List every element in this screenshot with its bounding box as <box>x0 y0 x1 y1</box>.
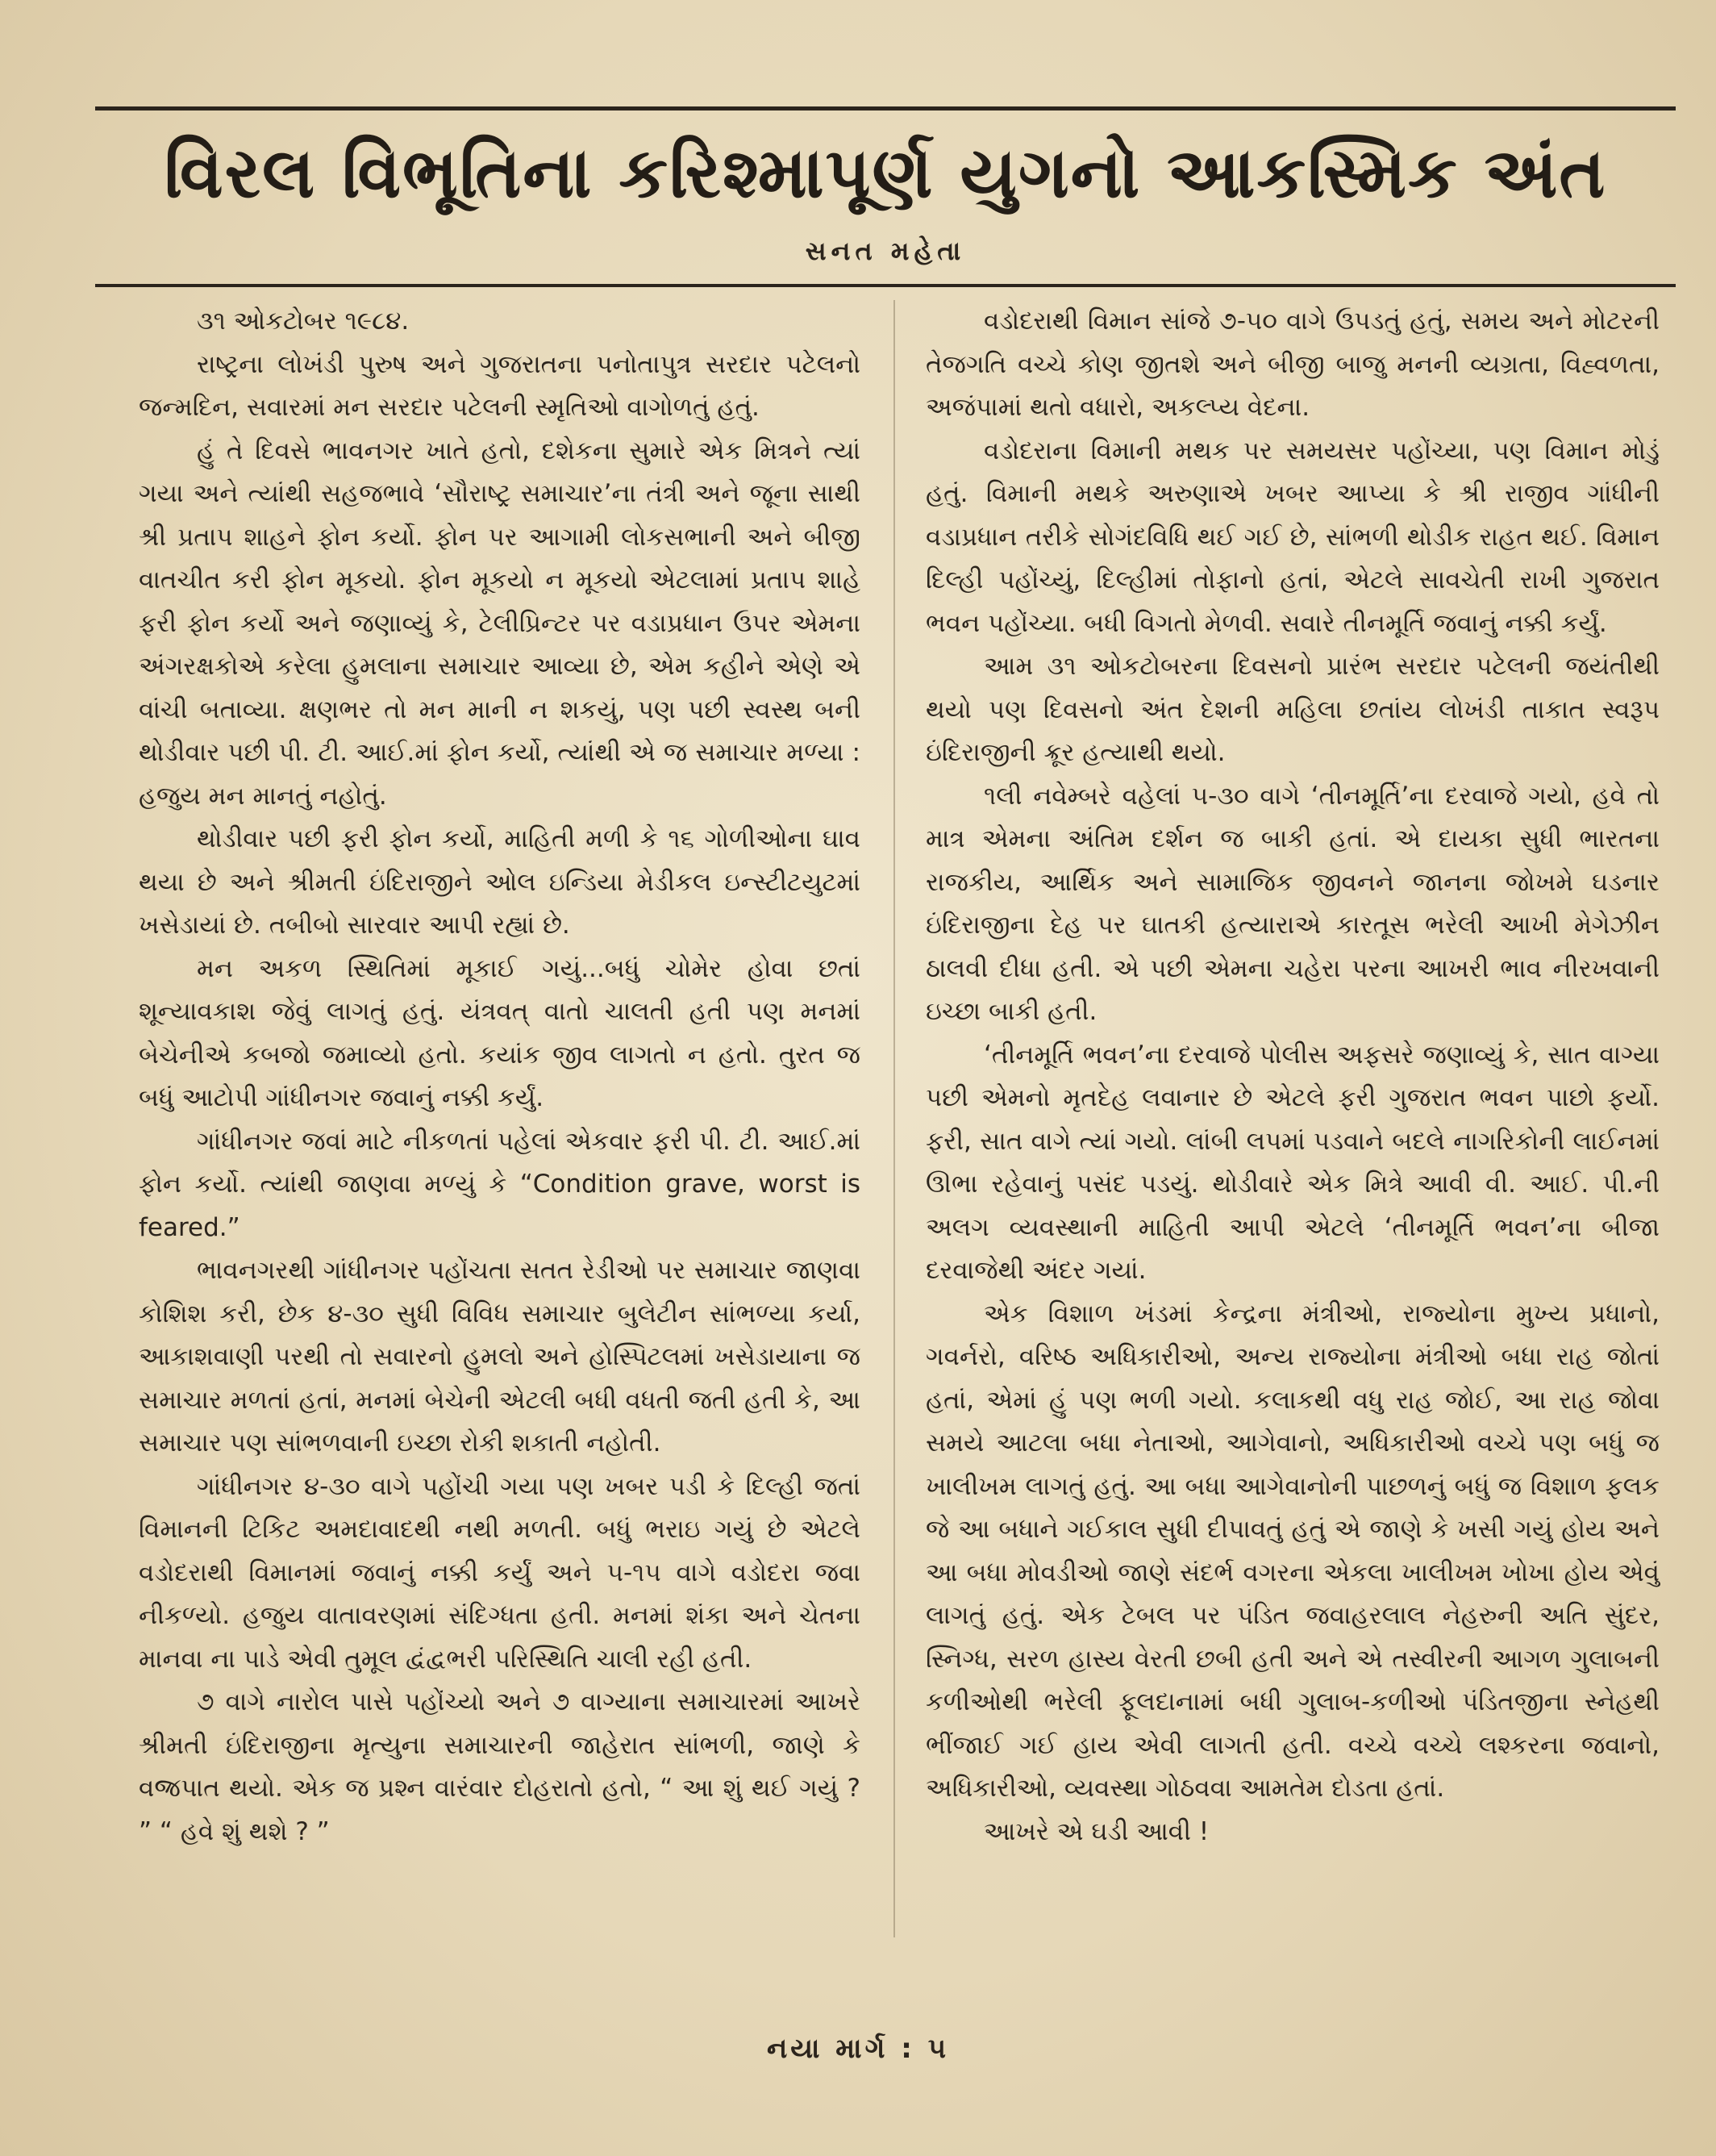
paragraph: ‘તીનમૂર્તિ ભવન’ના દરવાજે પોલીસ અફસરે જણાવ્યું કે, સાત વાગ્યા પછી એમનો મૃતદેહ લવાનાર છે એટલે ફરી ગુજરાત ભવન પાછો ફર્યો. ફરી, સાત વાગે ત્યાં ગયો. લાંબી લપમાં પડવાને બદલે નાગરિકોની લાઈનમાં ઊભા રહેવાનું પસંદ પડયું. થોડીવારે એક મિત્રે આવી વી. આઈ. પી.ની અલગ વ્યવસ્થાની માહિતી આપી એટલે ‘તીનમૂર્તિ ભવન’ના બીજા દરવાજેથી અંદર ગયાં. <box>926 1040 1660 1285</box>
paragraph: ગાંધીનગર ૪-૩૦ વાગે પહોંચી ગયા પણ ખબર પડી કે દિલ્હી જતાં વિમાનની ટિકિટ અમદાવાદથી નથી મળતી. બધું ભરાઇ ગયું છે એટલે વડોદરાથી વિમાનમાં જવાનું નક્કી કર્યું અને ૫-૧૫ વાગે વડોદરા જવા નીકળ્યો. હજુય વાતાવરણમાં સંદિગ્ધતા હતી. મનમાં શંકા અને ચેતના માનવા ના પાડે એવી તુમૂલ દ્વંદ્વભરી પરિસ્થિતિ ચાલી રહી હતી. <box>139 1471 860 1674</box>
paragraph: ૩૧ ઓકટોબર ૧૯૮૪. <box>197 307 410 336</box>
paragraph: રાષ્ટ્રના લોખંડી પુરુષ અને ગુજરાતના પનોતાપુત્ર સરદાર પટેલનો જન્મદિન, સવારમાં મન સરદાર પટેલની સ્મૃતિઓ વાગોળતું હતું. <box>139 349 860 422</box>
column-divider <box>893 300 895 1937</box>
paragraph: થોડીવાર પછી ફરી ફોન કર્યો, માહિતી મળી કે ૧૬ ગોળીઓના ઘાવ થયા છે અને શ્રીમતી ઇંદિરાજીને ઓલ ઇન્ડિયા મેડીકલ ઇન્સ્ટીટયુટમાં ખસેડાયાં છે. તબીબો સારવાર આપી રહ્યાં છે. <box>139 824 860 940</box>
right-column <box>926 300 1660 1954</box>
paragraph: ૧લી નવેમ્બરે વહેલાં ૫-૩૦ વાગે ‘તીનમૂર્તિ’ના દરવાજે ગયો, હવે તો માત્ર એમના અંતિમ દર્શન જ બાકી હતાં. એ દાયકા સુધી ભારતના રાજકીય, આર્થિક અને સામાજિક જીવનને જાનના જોખમે ઘડનાર ઇંદિરાજીના દેહ પર ઘાતકી હત્યારાએ કારતૂસ ભરેલી આખી મેગેઝીન ઠાલવી દીધા હતી. એ પછી એમના ચહેરા પરના આખરી ભાવ નીરખવાની ઇચ્છા બાકી હતી. <box>926 781 1660 1026</box>
paragraph: ભાવનગરથી ગાંધીનગર પહોંચતા સતત રેડીઓ પર સમાચાર જાણવા કોશિશ કરી, છેક ૪-૩૦ સુધી વિવિધ સમાચાર બુલેટીન સાંભળ્યા કર્યા, આકાશવાણી પરથી તો સવારનો હુમલો અને હોસ્પિટલમાં ખસેડાયાના જ સમાચાર મળતાં હતાં, મનમાં બેચેની એટલી બધી વધતી જતી હતી કે, આ સમાચાર પણ સાંભળવાની ઇચ્છા રોકી શકાતી નહોતી. <box>139 1256 860 1457</box>
paragraph: વડોદરાના વિમાની મથક પર સમયસર પહોંચ્યા, પણ વિમાન મોડું હતું. વિમાની મથકે અરુણાએ ખબર આપ્યા કે શ્રી રાજીવ ગાંધીની વડાપ્રધાન તરીકે સોગંદવિધિ થઈ ગઈ છે, સાંભળી થોડીક રાહત થઈ. વિમાન દિલ્હી પહોંચ્યું, દિલ્હીમાં તોફાનો હતાં, એટલે સાવચેતી રાખી ગુજરાત ભવન પહોંચ્યા. બધી વિગતો મેળવી. સવારે તીનમૂર્તિ જવાનું નક્કી કર્યું. <box>926 436 1660 638</box>
paragraph: ૭ વાગે નારોલ પાસે પહોંચ્યો અને ૭ વાગ્યાના સમાચારમાં આખરે શ્રીમતી ઇંદિરાજીના મૃત્યુના સમાચારની જાહેરાત સાંભળી, જાણે કે વજ્રપાત થયો. એક જ પ્રશ્ન વારંવાર દોહરાતો હતો, “ આ શું થઈ ગયું ? ” “ હવે શું થશે ? ” <box>139 1687 860 1846</box>
header-rule <box>95 284 1676 287</box>
article-title: વિરલ વિભૂતિના કરિશ્માપૂર્ણ યુગનો આકસ્મિક અંત <box>164 133 1607 214</box>
left-column <box>139 300 860 1954</box>
paragraph: હું તે દિવસે ભાવનગર ખાતે હતો, દશેકના સુમારે એક મિત્રને ત્યાં ગયા અને ત્યાંથી સહજભાવે ‘સૌરાષ્ટ્ર સમાચાર’ના તંત્રી અને જૂના સાથી શ્રી પ્રતાપ શાહને ફોન કર્યો. ફોન પર આગામી લોકસભાની અને બીજી વાતચીત કરી ફોન મૂકયો. ફોન મૂકયો ન મૂકયો એટલામાં પ્રતાપ શાહે ફરી ફોન કર્યો અને જણાવ્યું કે, ટેલીપ્રિન્ટર પર વડાપ્રધાન ઉપર એમના અંગરક્ષકોએ કરેલા હુમલાના સમાચાર આવ્યા છે, એમ કહીને એણે એ વાંચી બતાવ્યા. ક્ષણભર તો મન માની ન શકયું, પણ પછી સ્વસ્થ બની થોડીવાર પછી પી. ટી. આઈ.માં ફોન કર્યો, ત્યાંથી એ જ સમાચાર મળ્યા : હજુય મન માનતું નહોતું. <box>139 436 860 811</box>
top-rule <box>95 106 1676 111</box>
page-footer: નયા માર્ગ : ૫ <box>766 2033 950 2065</box>
paragraph: આમ ૩૧ ઓકટોબરના દિવસનો પ્રારંભ સરદાર પટેલની જયંતીથી થયો પણ દિવસનો અંત દેશની મહિલા છતાંય લોખંડી તાકાત સ્વરૂપ ઇંદિરાજીની ક્રૂર હત્યાથી થયો. <box>926 652 1660 767</box>
closing-line: આખરે એ ઘડી આવી ! <box>984 1816 1210 1846</box>
paragraph: વડોદરાથી વિમાન સાંજે ૭-૫૦ વાગે ઉપડતું હતું, સમય અને મોટરની તેજગતિ વચ્ચે કોણ જીતશે અને બીજી બાજુ મનની વ્યગ્રતા, વિહ્વળતા, અજંપામાં થતો વધારો, અકલ્પ્ય વેદના. <box>926 307 1660 422</box>
paragraph: ગાંધીનગર જવાં માટે નીકળતાં પહેલાં એકવાર ફરી પી. ટી. આઈ.માં ફોન કર્યો. ત્યાંથી જાણવા મળ્યું કે “Condition grave, worst is feared.” <box>139 1126 860 1242</box>
author-byline: સનત મહેતા <box>805 236 966 266</box>
paragraph: એક વિશાળ ખંડમાં કેન્દ્રના મંત્રીઓ, રાજ્યોના મુખ્ય પ્રધાનો, ગવર્નરો, વરિષ્ઠ અધિકારીઓ, અન્ય રાજ્યોના મંત્રીઓ બધા રાહ જોતાં હતાં, એમાં હું પણ ભળી ગયો. કલાકથી વધુ રાહ જોઈ, આ રાહ જોવા સમયે આટલા બધા નેતાઓ, આગેવાનો, અધિકારીઓ વચ્ચે પણ બધું જ ખાલીખમ લાગતું હતું. આ બધા આગેવાનોની પાછળનું બધું જ વિશાળ ફલક જે આ બધાને ગઈકાલ સુધી દીપાવતું હતું એ જાણે કે ખસી ગયું હોય અને આ બધા મોવડીઓ જાણે સંદર્ભ વગરના એકલા ખાલીખમ ખોખા હોય એવું લાગતું હતું. એક ટેબલ પર પંડિત જવાહરલાલ નેહરુની અતિ સુંદર, સ્નિગ્ધ, સરળ હાસ્ય વેરતી છબી હતી અને એ તસ્વીરની આગળ ગુલાબની કળીઓથી ભરેલી ફૂલદાનામાં બધી ગુલાબ-કળીઓ પંડિતજીના સ્નેહથી ભીંજાઈ ગઈ હાય એવી લાગતી હતી. વચ્ચે વચ્ચે લશ્કરના જવાનો, અધિકારીઓ, વ્યવસ્થા ગોઠવવા આમતેમ દોડતા હતાં. <box>926 1299 1660 1803</box>
paragraph: મન અકળ સ્થિતિમાં મૂકાઈ ગયું...બધું ચોમેર હોવા છતાં શૂન્યાવકાશ જેવું લાગતું હતું. યંત્રવત્ વાતો ચાલતી હતી પણ મનમાં બેચેનીએ કબજો જમાવ્યો હતો. કયાંક જીવ લાગતો ન હતો. તુરત જ બધું આટોપી ગાંધીનગર જવાનું નક્કી કર્યું. <box>139 953 860 1112</box>
